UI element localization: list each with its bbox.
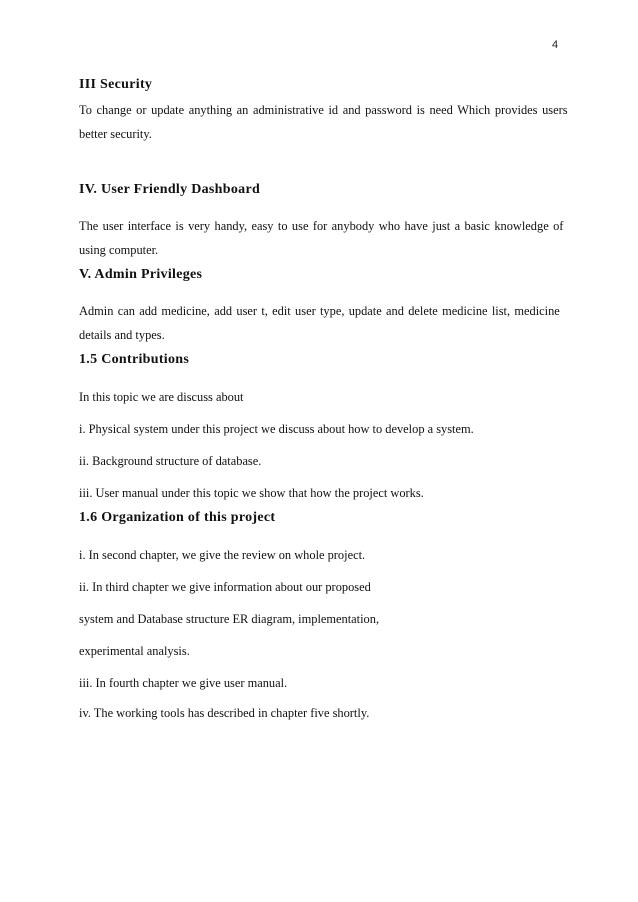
page-number: 4 — [552, 39, 559, 51]
organization-line: i. In second chapter, we give the review on whole project. — [79, 548, 366, 562]
dashboard-paragraph-line2: using computer. — [79, 243, 159, 257]
admin-paragraph-line1: Admin can add medicine, add user t, edit user type, update and delete medicine list, medicine — [79, 304, 560, 318]
organization-line: experimental analysis. — [79, 644, 190, 658]
contributions-intro: In this topic we are discuss about — [79, 390, 244, 404]
contributions-item: iii. User manual under this topic we show that how the project works. — [79, 486, 424, 500]
dashboard-paragraph-line1: The user interface is very handy, easy to use for anybody who have just a basic knowledge of — [79, 219, 564, 233]
contributions-item: ii. Background structure of database. — [79, 454, 262, 468]
heading-contributions: 1.5 Contributions — [79, 352, 190, 367]
organization-line: system and Database structure ER diagram, implementation, — [79, 612, 380, 626]
organization-line: iii. In fourth chapter we give user manual. — [79, 676, 288, 690]
heading-organization: 1.6 Organization of this project — [79, 510, 276, 525]
security-paragraph-line2: better security. — [79, 127, 152, 141]
heading-dashboard: IV. User Friendly Dashboard — [79, 182, 261, 197]
organization-line: ii. In third chapter we give information about our proposed — [79, 580, 371, 594]
admin-paragraph-line2: details and types. — [79, 328, 165, 342]
heading-security: III Security — [79, 77, 153, 92]
security-paragraph-line1: To change or update anything an administrative id and password is need Which provides users — [79, 103, 568, 117]
contributions-item: i. Physical system under this project we discuss about how to develop a system. — [79, 422, 474, 436]
heading-admin-privileges: V. Admin Privileges — [79, 267, 203, 282]
organization-line: iv. The working tools has described in chapter five shortly. — [79, 706, 370, 720]
